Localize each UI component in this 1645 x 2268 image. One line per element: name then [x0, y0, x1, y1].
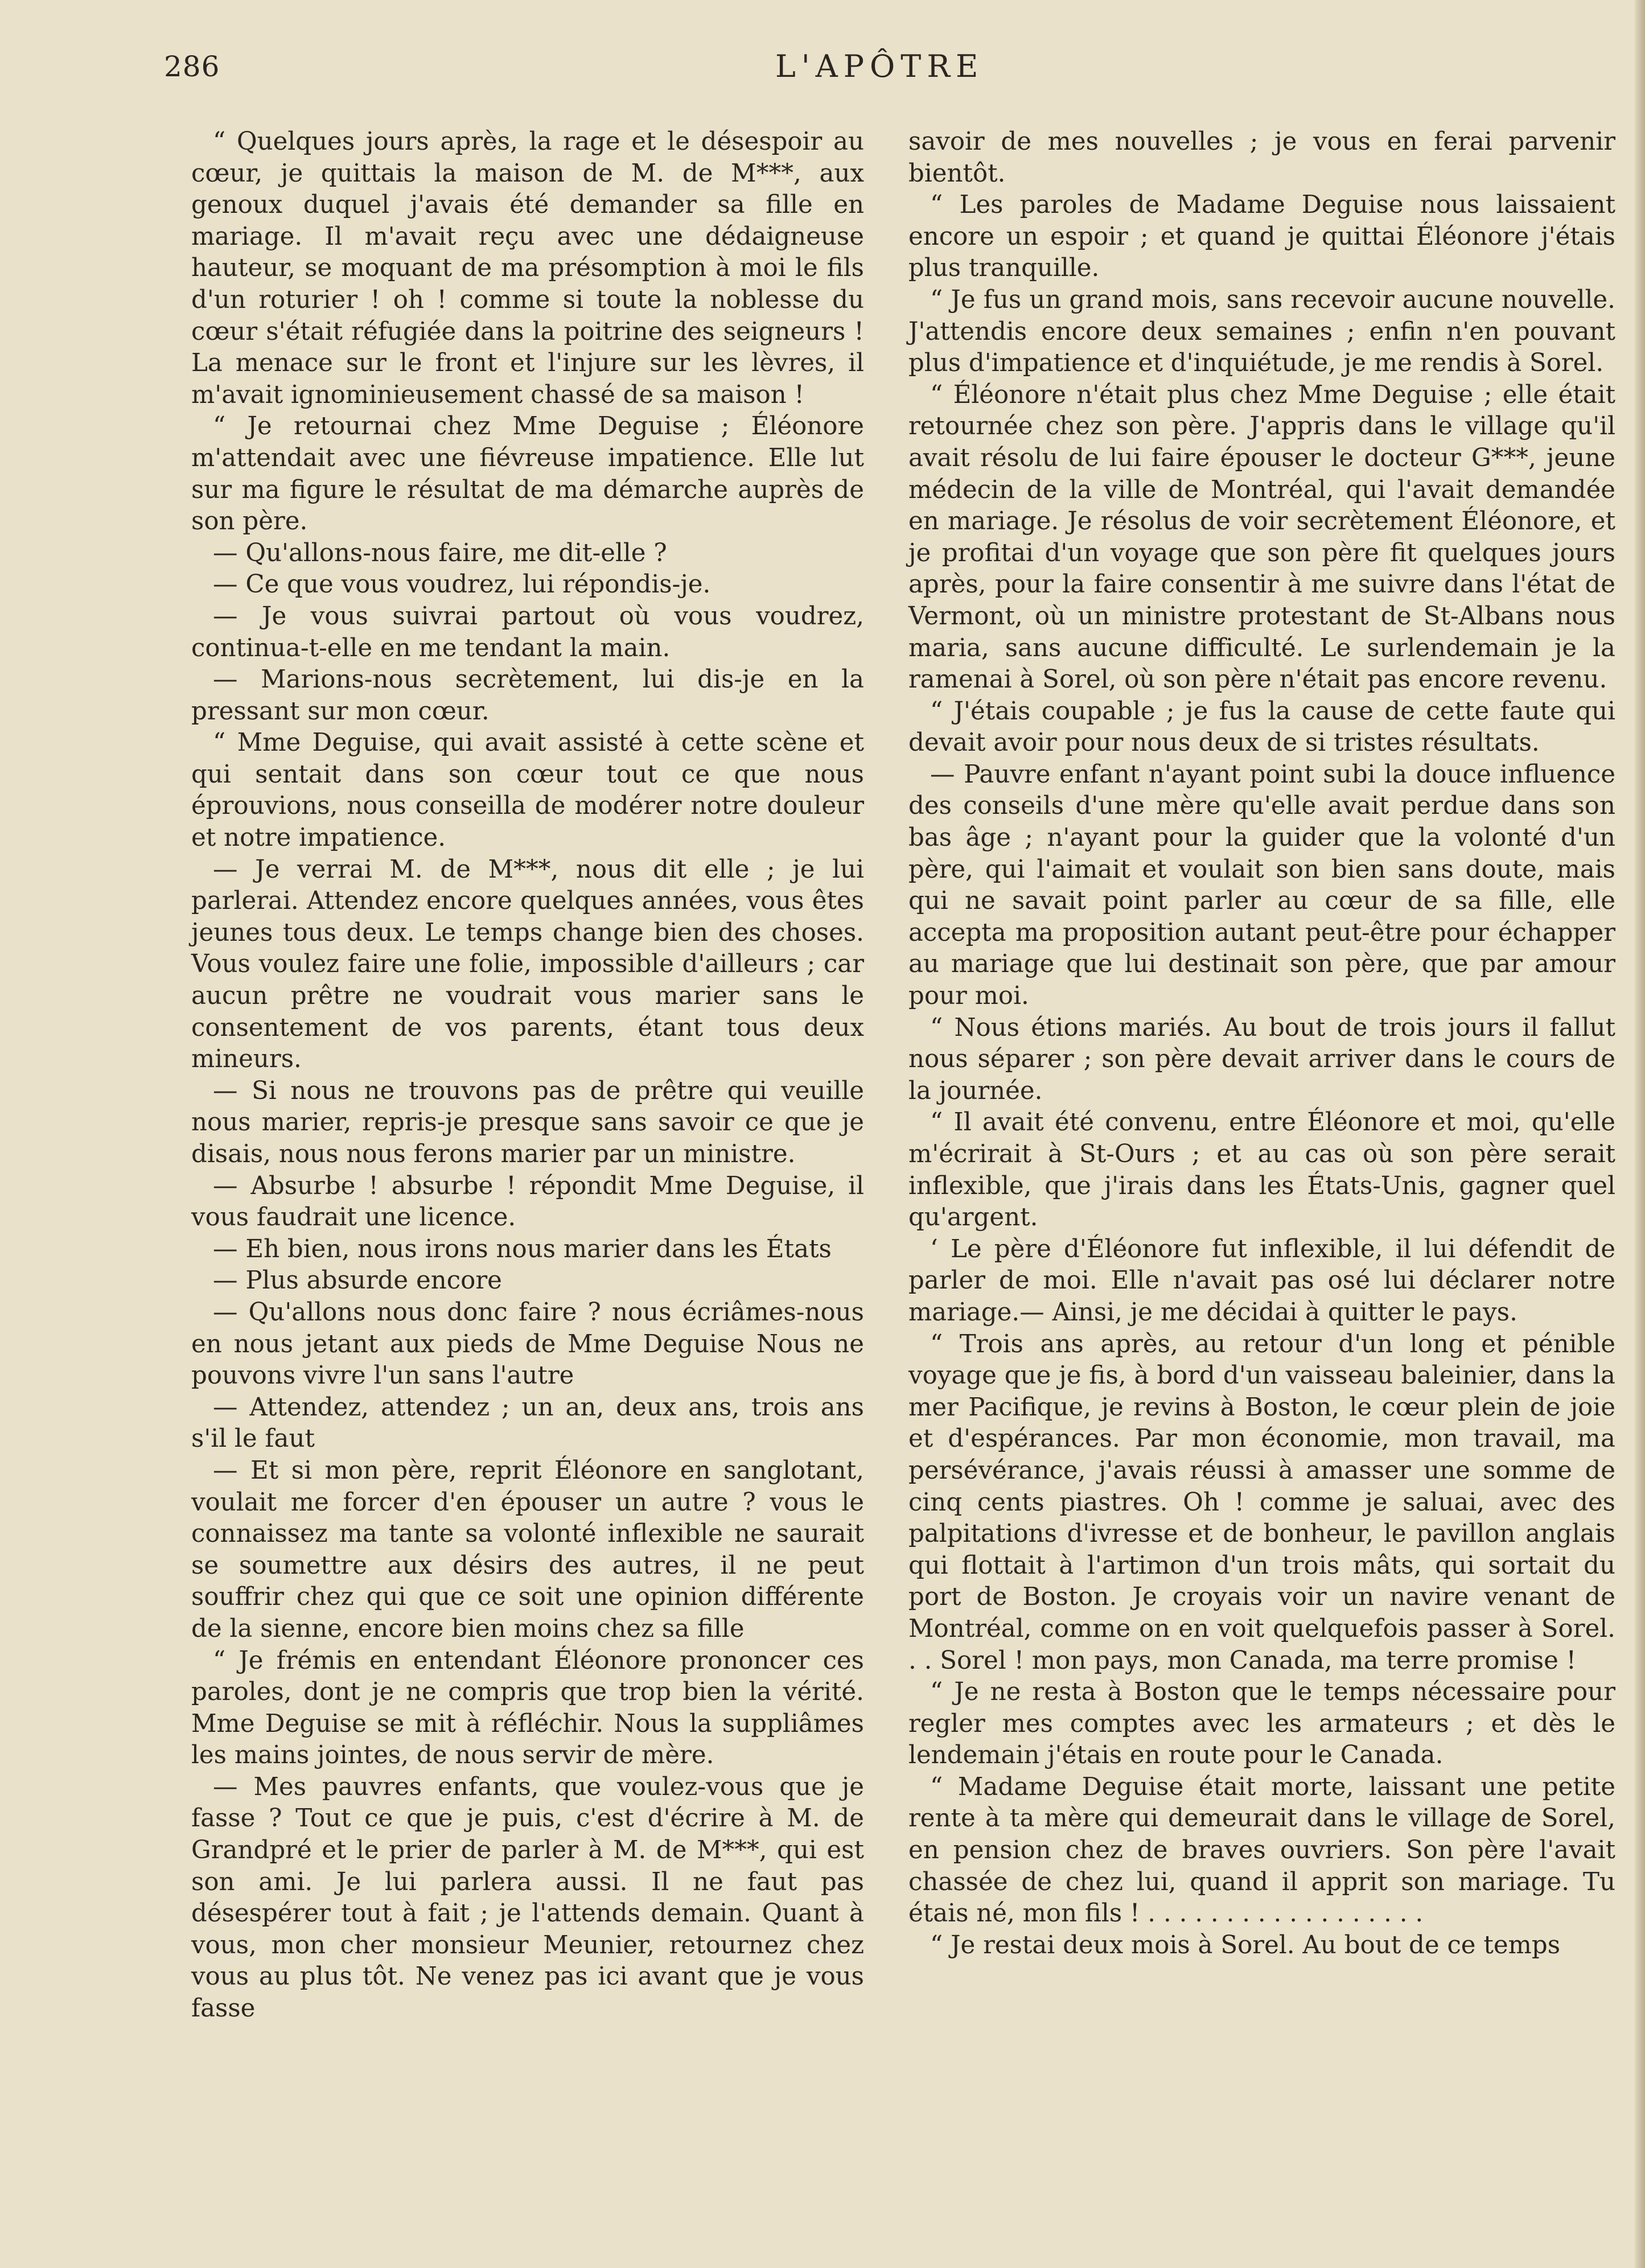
paragraph: — Marions-nous secrètement, lui dis-je en la pressant sur mon cœur.	[191, 665, 864, 726]
paragraph: “ Éléonore n'était plus chez Mme Deguise ; elle était retournée chez son père. J'appris dans le village qu'il avait résolu de lui faire épouser le docteur G***, jeune médecin de la ville de Montréal, qui l'avait demandée en mariage. Je résolus de voir secrètement Éléonore, et je profitai d'un voyage que son père fit quelques jours après, pour la faire consentir à me suivre dans l'état de Vermont, où un ministre protestant de St-Albans nous maria, sans aucune difficulté. Le surlendemain je la ramenai à Sorel, où son père n'était pas encore revenu.	[908, 380, 1615, 694]
page-number: 286	[164, 50, 220, 83]
paragraph: ‘ Le père d'Éléonore fut inflexible, il lui défendit de parler de moi. Elle n'avait pas osé lui déclarer notre mariage.— Ainsi, je me décidai à quitter le pays.	[908, 1234, 1615, 1327]
paragraph: — Si nous ne trouvons pas de prêtre qui veuille nous marier, repris-je presque sans savoir ce que je disais, nous nous ferons marier par un ministre.	[191, 1076, 864, 1168]
paragraph: “ Les paroles de Madame Deguise nous laissaient encore un espoir ; et quand je quittai Éléonore j'étais plus tranquille.	[908, 191, 1615, 283]
paragraph: — Pauvre enfant n'ayant point subi la douce influence des conseils d'une mère qu'elle avait perdue dans son bas âge ; n'ayant pour la guider que la volonté d'un père, qui l'aimait et voulait son bien sans doute, mais qui ne savait point parler au cœur de sa fille, elle accepta ma proposition autant peut-être pour échapper au mariage que lui destinait son père, que par amour pour moi.	[908, 760, 1615, 1011]
paragraph: “ Je ne resta à Boston que le temps nécessaire pour regler mes comptes avec les armateurs ; et dès le lendemain j'étais en route pour le Canada.	[908, 1678, 1615, 1770]
running-title: L'APÔTRE	[775, 48, 984, 84]
paragraph: — Qu'allons nous donc faire ? nous écriâmes-nous en nous jetant aux pieds de Mme Deguise Nous ne pouvons vivre l'un sans l'autre	[191, 1298, 864, 1390]
paragraph: “ J'étais coupable ; je fus la cause de cette faute qui devait avoir pour nous deux de si tristes résultats.	[908, 697, 1615, 758]
paragraph: “ Il avait été convenu, entre Éléonore et moi, qu'elle m'écrirait à St-Ours ; et au cas où son père serait inflexible, que j'irais dans les États-Unis, gagner quel qu'argent.	[908, 1108, 1615, 1232]
paragraph: — Absurbe ! absurbe ! répondit Mme Deguise, il vous faudrait une licence.	[191, 1171, 864, 1232]
paragraph: — Qu'allons-nous faire, me dit-elle ?	[213, 538, 667, 567]
paragraph: “ Madame Deguise était morte, laissant une petite rente à ta mère qui demeurait dans le village de Sorel, en pension chez de braves ouvriers. Son père l'avait chassée de chez lui, quand il apprit son mariage. Tu étais né, mon fils ! . . . . . . . . . . . . . . . . . .	[908, 1772, 1615, 1928]
paragraph: — Et si mon père, reprit Éléonore en sanglotant, voulait me forcer d'en épouser un autre ? vous le connaissez ma tante sa volonté inflexible ne saurait se soumettre aux désirs des autres, il ne peut souffrir chez qui que ce soit une opinion différente de la sienne, encore bien moins chez sa fille	[191, 1456, 864, 1643]
paragraph: “ Trois ans après, au retour d'un long et pénible voyage que je fis, à bord d'un vaisseau baleinier, dans la mer Pacifique, je revins à Boston, le cœur plein de joie et d'espérances. Par mon économie, mon travail, ma persévérance, j'avais réussi à amasser une somme de cinq cents piastres. Oh ! comme je saluai, avec des palpitations d'ivresse et de bonheur, le pavillon anglais qui flottait à l'artimon d'un trois mâts, qui sortait du port de Boston. Je croyais voir un navire venant de Montréal, comme on en voit quelquefois passer à Sorel. . . Sorel ! mon pays, mon Canada, ma terre promise !	[908, 1329, 1615, 1675]
paragraph: — Ce que vous voudrez, lui répondis-je.	[213, 570, 711, 599]
paragraph: “ Je frémis en entendant Éléonore prononcer ces paroles, dont je ne compris que trop bien la vérité. Mme Deguise se mit à réfléchir. Nous la suppliâmes les mains jointes, de nous servir de mère.	[191, 1646, 864, 1770]
paragraph: “ Je retournai chez Mme Deguise ; Éléonore m'attendait avec une fiévreuse impatience. Elle lut sur ma figure le résultat de ma démarche auprès de son père.	[191, 412, 864, 536]
right-column	[908, 126, 1615, 1961]
paragraph: — Mes pauvres enfants, que voulez-vous que je fasse ? Tout ce que je puis, c'est d'écrire à M. de Grandpré et le prier de parler à M. de M***, qui est son ami. Je lui parlera aussi. Il ne faut pas désespérer tout à fait ; je l'attends demain. Quant à vous, mon cher monsieur Meunier, retournez chez vous au plus tôt. Ne venez pas ici avant que je vous fasse	[191, 1772, 864, 2023]
paragraph: — Je vous suivrai partout où vous voudrez, continua-t-elle en me tendant la main.	[191, 602, 864, 662]
paragraph: — Attendez, attendez ; un an, deux ans, trois ans s'il le faut	[191, 1393, 864, 1454]
paragraph: — Plus absurde encore	[213, 1266, 502, 1295]
paragraph: “ Quelques jours après, la rage et le désespoir au cœur, je quittais la maison de M. de M***, aux genoux duquel j'avais été demander sa fille en mariage. Il m'avait reçu avec une dédaigneuse hauteur, se moquant de ma présomption à moi le fils d'un roturier ! oh ! comme si toute la noblesse du cœur s'était réfugiée dans la poitrine des seigneurs ! La menace sur le front et l'injure sur les lèvres, il m'avait ignominieusement chassé de sa maison !	[191, 127, 864, 409]
paragraph: “ Je fus un grand mois, sans recevoir aucune nouvelle. J'attendis encore deux semaines ; enfin n'en pouvant plus d'impatience et d'inquiétude, je me rendis à Sorel.	[908, 285, 1615, 378]
paragraph: “ Je restai deux mois à Sorel. Au bout de ce temps	[930, 1931, 1561, 1960]
paragraph-continued: savoir de mes nouvelles ; je vous en ferai parvenir bientôt.	[908, 127, 1615, 188]
page-edge	[1635, 0, 1645, 2268]
paragraph: “ Nous étions mariés. Au bout de trois jours il fallut nous séparer ; son père devait arriver dans le cours de la journée.	[908, 1013, 1615, 1105]
left-column	[191, 126, 864, 2025]
paragraph: “ Mme Deguise, qui avait assisté à cette scène et qui sentait dans son cœur tout ce que nous éprouvions, nous conseilla de modérer notre douleur et notre impatience.	[191, 728, 864, 853]
paragraph: — Eh bien, nous irons nous marier dans les États	[213, 1234, 832, 1263]
paragraph: — Je verrai M. de M***, nous dit elle ; je lui parlerai. Attendez encore quelques années, vous êtes jeunes tous deux. Le temps change bien des choses. Vous voulez faire une folie, impossible d'ailleurs ; car aucun prêtre ne voudrait vous marier sans le consentement de vos parents, étant tous deux mineurs.	[191, 855, 864, 1074]
